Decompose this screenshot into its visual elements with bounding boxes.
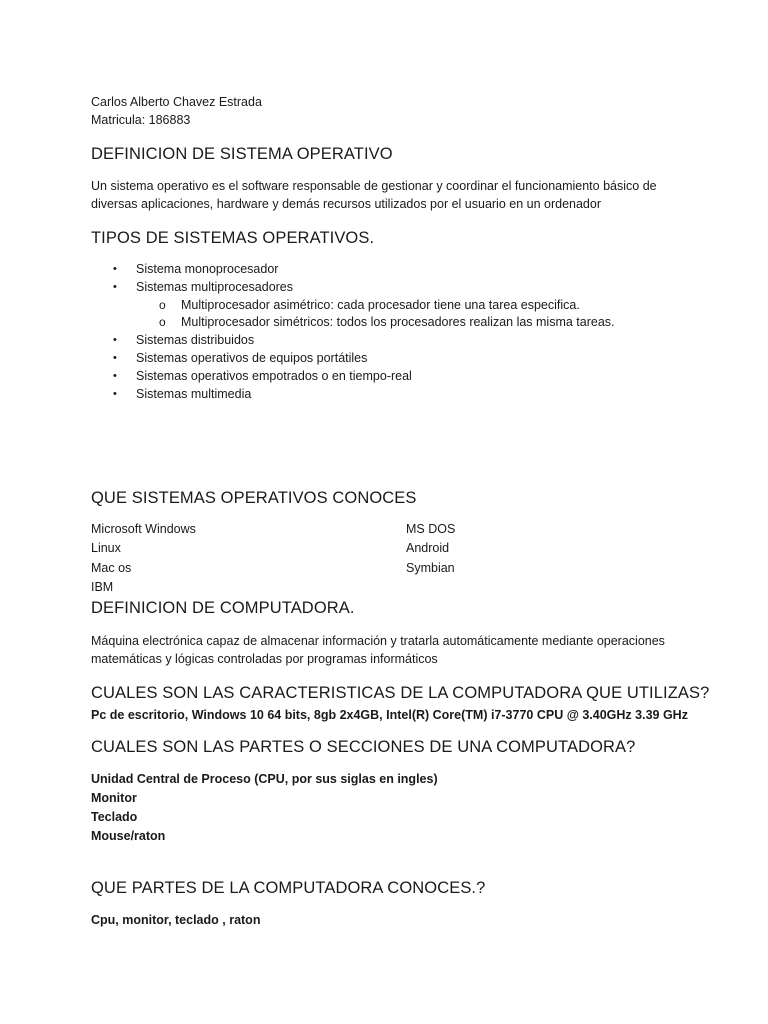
heading-partes-secciones: CUALES SON LAS PARTES O SECCIONES DE UNA COMPUTADORA? — [91, 738, 636, 756]
os-item: Linux — [91, 541, 121, 556]
os-column-left — [91, 520, 196, 597]
list-item-text: Multiprocesador asimétrico: cada procesador tiene una tarea especifica. — [181, 297, 580, 312]
heading-definicion-computadora: DEFINICION DE COMPUTADORA. — [91, 599, 355, 617]
list-item — [91, 279, 615, 297]
bullet-icon: • — [113, 263, 117, 275]
os-item: Mac os — [91, 560, 132, 575]
os-item: Symbian — [406, 560, 455, 575]
bullet-icon: • — [113, 369, 117, 382]
sub-list-item — [91, 297, 615, 315]
bullet-icon: • — [113, 280, 117, 293]
list-item — [91, 350, 615, 368]
paragraph-definicion-computadora: Máquina electrónica capaz de almacenar información y tratarla automáticamente mediante operaciones matemáticas y lógicas controladas por programas informáticos — [91, 634, 665, 666]
heading-sistemas-conoces: QUE SISTEMAS OPERATIVOS CONOCES — [91, 489, 417, 507]
list-item — [91, 261, 615, 279]
os-item: Microsoft Windows — [91, 522, 196, 536]
list-item-text: Sistemas distribuidos — [136, 333, 255, 348]
part-item: Unidad Central de Proceso (CPU, por sus siglas en ingles) — [91, 772, 438, 786]
list-item-text: Sistemas operativos empotrados o en tiempo-real — [136, 368, 412, 383]
heading-caracteristicas: CUALES SON LAS CARACTERISTICAS DE LA COMPUTADORA QUE UTILIZAS? — [91, 684, 710, 702]
list-item — [91, 332, 615, 350]
tipos-list — [91, 261, 615, 403]
list-item-text: Sistemas operativos de equipos portátiles — [136, 350, 368, 365]
list-item-text: Sistemas multimedia — [136, 386, 252, 401]
os-item: MS DOS — [406, 522, 456, 536]
circle-bullet-icon: o — [159, 315, 166, 330]
list-item-text: Sistemas multiprocesadores — [136, 279, 294, 294]
circle-bullet-icon: o — [159, 297, 166, 312]
list-item-text: Sistema monoprocesador — [136, 262, 279, 276]
paragraph-definicion-sistema-operativo: Un sistema operativo es el software responsable de gestionar y coordinar el funcionamiento básico de diversas aplicaciones, hardware y demás recursos utilizados por el usuario en un ordenador — [91, 179, 657, 211]
bullet-icon: • — [113, 387, 117, 400]
bullet-icon: • — [113, 334, 117, 347]
part-item: Mouse/raton — [91, 829, 166, 843]
os-item: Android — [406, 541, 450, 556]
bullet-icon: • — [113, 351, 117, 364]
part-item: Teclado — [91, 810, 138, 824]
author-name: Carlos Alberto Chavez Estrada — [91, 95, 262, 109]
heading-tipos-sistemas-operativos: TIPOS DE SISTEMAS OPERATIVOS. — [91, 229, 375, 247]
parts-list — [91, 770, 438, 846]
answer-caracteristicas: Pc de escritorio, Windows 10 64 bits, 8gb 2x4GB, Intel(R) Core(TM) i7-3770 CPU @ 3.40GHz 3.39 GHz — [91, 708, 688, 722]
os-item: IBM — [91, 579, 114, 594]
list-item — [91, 368, 615, 386]
part-item: Monitor — [91, 791, 137, 805]
sub-list-item — [91, 314, 615, 332]
heading-partes-conoces: QUE PARTES DE LA COMPUTADORA CONOCES.? — [91, 879, 486, 897]
os-column-right — [406, 520, 455, 578]
answer-partes-conoces: Cpu, monitor, teclado , raton — [91, 913, 261, 927]
list-item — [91, 386, 615, 404]
list-item-text: Multiprocesador simétricos: todos los procesadores realizan las misma tareas. — [181, 315, 615, 330]
heading-definicion-sistema-operativo: DEFINICION DE SISTEMA OPERATIVO — [91, 145, 393, 163]
author-matricula: Matricula: 186883 — [91, 113, 191, 127]
